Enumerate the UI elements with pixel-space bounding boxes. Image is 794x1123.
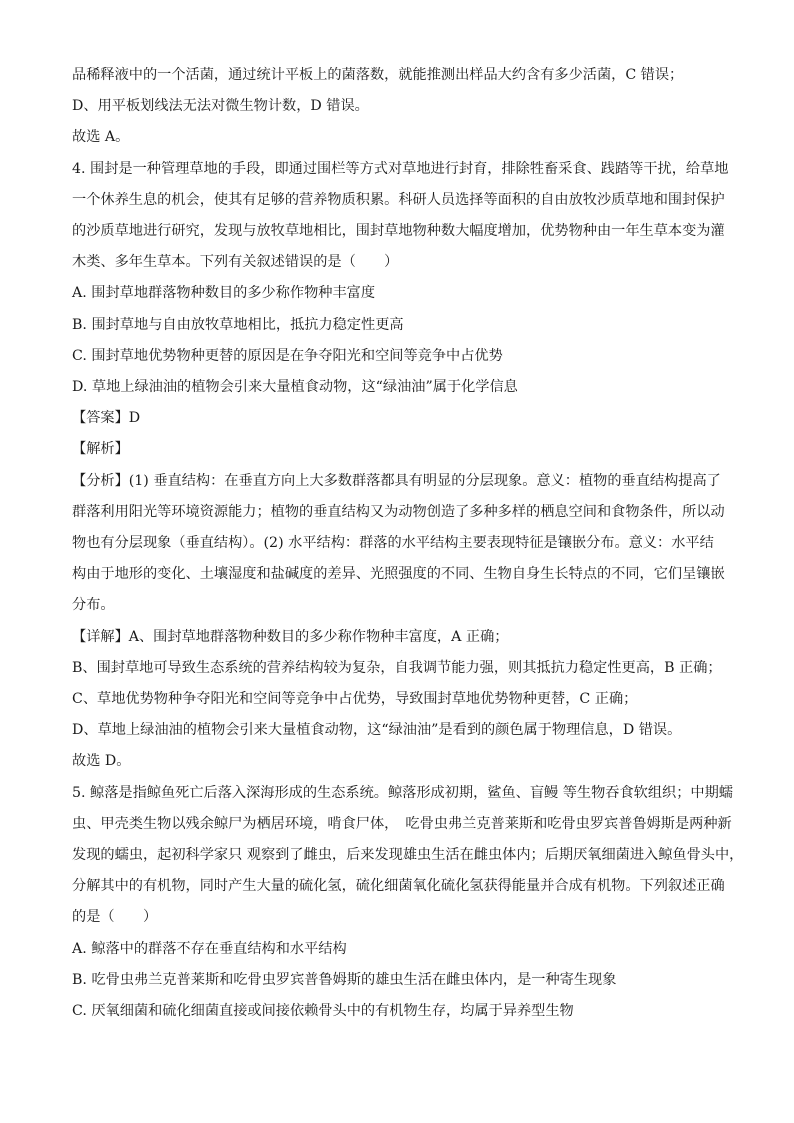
question-stem: 木类、多年生草本。下列有关叙述错误的是（ ）	[72, 254, 399, 271]
question-stem: 发现的蠕虫，起初科学家只 观察到了雌虫，后来发现雄虫生活在雌虫体内；后期厌氧细菌进入鲸鱼骨头中，	[72, 847, 744, 864]
question-stem: 5. 鲸落是指鲸鱼死亡后落入深海形成的生态系统。鲸落形成初期，鲨鱼、盲鳗 等生物吞食软组织；中期蠕	[72, 784, 733, 801]
option-c: C. 厌氧细菌和硫化细菌直接或间接依赖骨头中的有机物生存，均属于异养型生物	[72, 1003, 574, 1020]
option-b: B. 吃骨虫弗兰克普莱斯和吃骨虫罗宾普鲁姆斯的雄虫生活在雌虫体内，是一种寄生现象	[72, 971, 617, 988]
answer-label: 【答案】D	[72, 410, 141, 427]
text-line: 品稀释液中的一个活菌，通过统计平板上的菌落数，就能推测出样品大约含有多少活菌，C 错误；	[72, 67, 684, 83]
text-line: D、用平板划线法无法对微生物计数，D 错误。	[72, 98, 369, 115]
detail-text: D、草地上绿油油的植物会引来大量植食动物，这“绿油油”是看到的颜色属于物理信息，D 错误。	[72, 722, 682, 739]
option-a: A. 围封草地群落物种数目的多少称作物种丰富度	[72, 285, 376, 302]
question-stem: 分解其中的有机物，同时产生大量的硫化氢，硫化细菌氧化硫化氢获得能量并合成有机物。下列叙述正确	[72, 878, 725, 895]
analysis-text: 群落利用阳光等环境资源能力；植物的垂直结构又为动物创造了多种多样的栖息空间和食物条件，所以动	[72, 503, 725, 520]
option-a: A. 鲸落中的群落不存在垂直结构和水平结构	[72, 940, 347, 957]
document-page	[72, 60, 744, 1027]
analysis-text: 【分析】(1) 垂直结构：在垂直方向上大多数群落都具有明显的分层现象。意义：植物的垂直结构提高了	[72, 472, 721, 489]
question-stem: 的沙质草地进行研究，发现与放牧草地相比，围封草地物种数大幅度增加，优势物种由一年生草本变为灌	[72, 223, 725, 240]
question-stem: 的是（ ）	[72, 909, 158, 926]
question-stem: 虫、甲壳类生物以残余鲸尸为栖居环境，啃食尸体， 吃骨虫弗兰克普莱斯和吃骨虫罗宾普鲁姆斯是两种新	[72, 815, 732, 832]
analysis-label: 【解析】	[72, 441, 129, 458]
option-d: D. 草地上绿油油的植物会引来大量植食动物，这“绿油油”属于化学信息	[72, 379, 518, 396]
analysis-text: 构由于地形的变化、土壤湿度和盐碱度的差异、光照强度的不同、生物自身生长特点的不同，它们呈镶嵌	[72, 566, 725, 583]
option-c: C. 围封草地优势物种更替的原因是在争夺阳光和空间等竞争中占优势	[72, 347, 503, 364]
answer-conclusion: 故选 A。	[72, 129, 130, 146]
question-stem: 4. 围封是一种管理草地的手段，即通过围栏等方式对草地进行封育，排除牲畜采食、践踏等干扰，给草地	[72, 160, 729, 177]
analysis-text: 物也有分层现象（垂直结构）。(2) 水平结构：群落的水平结构主要表现特征是镶嵌分布。意义：水平结	[72, 535, 714, 552]
answer-conclusion: 故选 D。	[72, 753, 131, 770]
detail-text: B、围封草地可导致生态系统的营养结构较为复杂，自我调节能力强，则其抵抗力稳定性更高，B 正确；	[72, 659, 722, 676]
option-b: B. 围封草地与自由放牧草地相比，抵抗力稳定性更高	[72, 316, 404, 333]
question-stem: 一个休养生息的机会，使其有足够的营养物质积累。科研人员选择等面积的自由放牧沙质草地和围封保护	[72, 191, 725, 208]
detail-text: 【详解】A、围封草地群落物种数目的多少称作物种丰富度，A 正确；	[72, 628, 509, 645]
analysis-text: 分布。	[72, 597, 115, 614]
detail-text: C、草地优势物种争夺阳光和空间等竞争中占优势，导致围封草地优势物种更替，C 正确；	[72, 691, 638, 708]
